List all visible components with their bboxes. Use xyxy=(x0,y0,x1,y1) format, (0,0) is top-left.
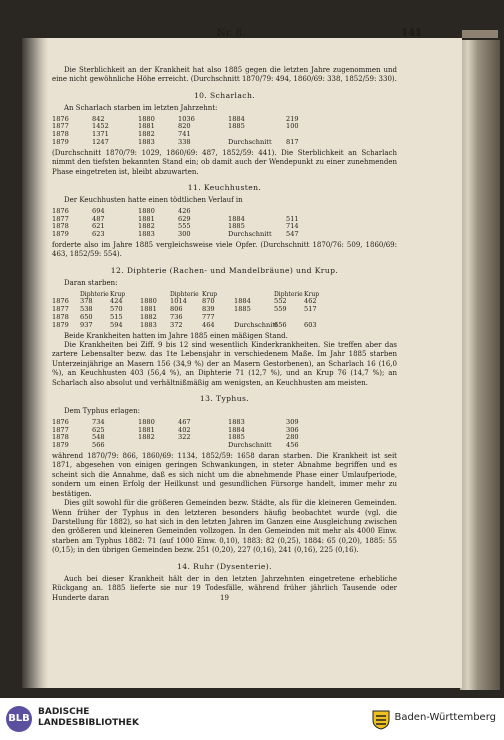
table-cell: 1881 xyxy=(138,122,155,131)
library-name[interactable] xyxy=(38,707,139,729)
table-cell: 741 xyxy=(178,130,191,139)
table-cell: 817 xyxy=(286,138,299,147)
table-cell: 623 xyxy=(92,230,105,239)
table-cell: 1882 xyxy=(138,222,155,231)
table-cell: 309 xyxy=(286,417,299,426)
table-cell: 736 xyxy=(170,313,183,322)
section-lead: Daran starben: xyxy=(64,279,118,288)
table-cell: 426 xyxy=(178,206,191,215)
table-cell: 548 xyxy=(92,433,105,442)
table-cell: 1876 xyxy=(52,417,69,426)
table-cell: 511 xyxy=(286,214,299,223)
table-header-cell: Krup xyxy=(304,290,320,298)
section-text: während 1870/79: 866, 1860/69: 1134, 1852/59: 1658 daran starben. Die Krankheit ist seit 1871, abgesehen von einigen geringen Schwankungen, in steter Abnahme begriffen und es scheint sich die Annahme, daß es sich nicht um die abnehmende Phase einer Umlaufperiode, sondern um einen Erfolg der Heilkunst und gesundlichen Fürsorge handelt, immer mehr zu bestätigen. xyxy=(52,452,397,498)
table-cell: 566 xyxy=(92,441,105,450)
table-header-row xyxy=(52,291,397,299)
section-lead: Der Keuchhusten hatte einen tödtlichen Verlauf in xyxy=(64,196,243,205)
table-cell: 219 xyxy=(286,114,299,123)
table-cell: 1877 xyxy=(52,122,69,131)
table-cell: 570 xyxy=(110,305,123,314)
table-cell: Durchschnitt xyxy=(228,441,272,450)
section-lead: Dem Typhus erlagen: xyxy=(64,407,140,416)
table-cell: 937 xyxy=(80,320,93,329)
section-title-typhus: 13. Typhus. xyxy=(199,394,250,404)
table-row xyxy=(52,139,397,147)
table-cell: 462 xyxy=(304,297,317,306)
table-header-cell: Krup xyxy=(110,290,126,298)
table-cell: 820 xyxy=(178,122,191,131)
table-cell: 1876 xyxy=(52,206,69,215)
table-cell: 1881 xyxy=(138,425,155,434)
table-cell: 1883 xyxy=(228,417,245,426)
table-cell: 1877 xyxy=(52,305,69,314)
table-cell: 100 xyxy=(286,122,299,131)
table-cell: 603 xyxy=(304,320,317,329)
table-cell: 456 xyxy=(286,441,299,450)
section-title-diphterie: 12. Diphterie (Rachen- und Mandelbräune) und Krup. xyxy=(110,265,339,275)
table-cell: 1371 xyxy=(92,130,109,139)
table-cell: 559 xyxy=(274,305,287,314)
table-row xyxy=(52,442,397,450)
table-cell: 1878 xyxy=(52,313,69,322)
table-cell: 1882 xyxy=(140,313,157,322)
table-cell: 1884 xyxy=(234,297,251,306)
table-row xyxy=(52,231,397,239)
table-row xyxy=(52,306,397,314)
table-cell: 1880 xyxy=(138,417,155,426)
table-cell: 1885 xyxy=(228,222,245,231)
table-cell: 1884 xyxy=(228,425,245,434)
table-header-cell: Krup xyxy=(202,290,218,298)
library-name-line1: BADISCHE xyxy=(38,707,90,717)
table-cell: 424 xyxy=(110,297,123,306)
footer-banner xyxy=(0,698,504,740)
table-cell: 402 xyxy=(178,425,191,434)
table-keuchhusten xyxy=(52,208,397,239)
table-cell: Durchschnitt xyxy=(234,320,278,329)
table-typhus xyxy=(52,419,397,450)
table-cell: 1878 xyxy=(52,433,69,442)
table-cell: 1885 xyxy=(228,433,245,442)
section-text: Beide Krankheiten hatten im Jahre 1885 einen mäßigen Stand. xyxy=(64,331,288,340)
table-header-cell: Diphterie xyxy=(274,290,303,298)
state-coat-of-arms-icon xyxy=(370,708,392,730)
table-cell: 487 xyxy=(92,214,105,223)
table-cell: 714 xyxy=(286,222,299,231)
table-cell: 300 xyxy=(178,230,191,239)
table-cell: 629 xyxy=(178,214,191,223)
table-cell: 694 xyxy=(92,206,105,215)
table-cell: 777 xyxy=(202,313,215,322)
intro-paragraph: Die Sterblichkeit an der Krankheit hat also 1885 gegen die letzten Jahre zugenommen und eine nicht gewöhnliche Höhe erreicht. (Durchschnitt 1870/79: 494, 1860/69: 338, 1852/59: 330). xyxy=(52,66,397,84)
table-cell: 656 xyxy=(274,320,287,329)
table-cell: 552 xyxy=(274,297,287,306)
table-cell: 515 xyxy=(110,313,123,322)
table-cell: 1877 xyxy=(52,214,69,223)
table-cell: 1014 xyxy=(170,297,187,306)
table-cell: 538 xyxy=(80,305,93,314)
section-title-ruhr: 14. Ruhr (Dysenterie). xyxy=(177,561,272,571)
table-cell: 1885 xyxy=(228,122,245,131)
table-diphterie xyxy=(52,291,397,330)
table-cell: Durchschnitt xyxy=(228,138,272,147)
section-text: forderte also im Jahre 1885 vergleichsweise viele Opfer. (Durchschnitt 1870/76: 509, 1860/69: 463, 1852/59: 554). xyxy=(52,241,397,259)
table-cell xyxy=(138,442,178,450)
page-gutter xyxy=(22,38,48,688)
table-cell: 734 xyxy=(92,417,105,426)
table-cell: 517 xyxy=(304,305,317,314)
table-cell: 280 xyxy=(286,433,299,442)
table-cell: 1878 xyxy=(52,130,69,139)
table-cell: 1876 xyxy=(52,297,69,306)
table-cell: 372 xyxy=(170,320,183,329)
table-cell: 1879 xyxy=(52,230,69,239)
table-cell: 1877 xyxy=(52,425,69,434)
page-number: 141 xyxy=(401,28,422,39)
table-row xyxy=(52,298,397,306)
table-cell: 1885 xyxy=(234,305,251,314)
section-text: Die Krankheiten bei Ziff. 9 bis 12 sind wesentlich Kinderkrankheiten. Sie treffen aber das zartere Lebensalter bezw. das 1te Lebensjahr in verschiedenem Maße. Im Jahr 1885 starben Unterzeinjährige an Masern 156 (34,9 %) der an Masern Gestorbenen), an Scharlach 16 (16,0 %), an Keuchhusten 403 (56,4 %), an Diphterie 71 (12,7 %), und an Krup 76 (14,7 %); an Scharlach also absolut und verhältnißmäßig am wenigsten, an Keuchhusten am meisten. xyxy=(52,341,397,387)
issue-number: Nr. 8. xyxy=(217,28,246,39)
table-cell: 621 xyxy=(92,222,105,231)
table-cell: 555 xyxy=(178,222,191,231)
table-cell: 306 xyxy=(286,425,299,434)
section-title-keuchhusten: 11. Keuchhusten. xyxy=(187,183,262,193)
table-cell: 1247 xyxy=(92,138,109,147)
table-cell: 842 xyxy=(92,114,105,123)
page-header xyxy=(52,28,432,42)
table-cell: 1881 xyxy=(140,305,157,314)
table-cell: 1883 xyxy=(138,138,155,147)
table-cell: 1881 xyxy=(138,214,155,223)
table-row xyxy=(52,314,397,322)
table-cell: 1879 xyxy=(52,320,69,329)
table-cell: 650 xyxy=(80,313,93,322)
state-name[interactable]: Baden-Württemberg xyxy=(394,712,496,723)
blb-logo-icon[interactable]: BLB xyxy=(6,706,32,732)
table-cell: 1883 xyxy=(140,320,157,329)
section-title-scharlach: 10. Scharlach. xyxy=(193,90,256,100)
table-cell: 1880 xyxy=(138,206,155,215)
table-cell: 1880 xyxy=(138,114,155,123)
table-cell: Durchschnitt xyxy=(228,230,272,239)
table-row xyxy=(52,322,397,330)
table-cell: 1878 xyxy=(52,222,69,231)
signature-mark: 19 xyxy=(220,594,229,602)
table-cell: 378 xyxy=(80,297,93,306)
table-cell: 1879 xyxy=(52,441,69,450)
book-spine-edge xyxy=(462,30,498,38)
table-cell: 1884 xyxy=(228,214,245,223)
table-header-cell: Diphterie xyxy=(170,290,199,298)
table-cell: 625 xyxy=(92,425,105,434)
table-cell: 1884 xyxy=(228,114,245,123)
table-cell: 1882 xyxy=(138,433,155,442)
table-cell: 322 xyxy=(178,433,191,442)
page-body xyxy=(52,66,397,603)
table-cell: 1876 xyxy=(52,114,69,123)
section-text: Auch bei dieser Krankheit hält der in den letzten Jahrzehnten eingetretene erhebliche Rückgang an. 1885 lieferte sie nur 19 Todesfälle, während früher jährlich Tausende oder Hunderte daran xyxy=(52,574,397,602)
table-scharlach xyxy=(52,116,397,147)
section-text: Dies gilt sowohl für die größeren Gemeinden bezw. Städte, als für die kleineren Gemeinden. Wenn früher der Typhus in den letzteren besonders häufig beobachtet wurde (vgl. die Darstellung für 1882), so hat sich in den letzten Jahren im Ganzen eine Ausgleichung zwischen den größeren und kleineren Gemeinden vollzogen. In den Gemeinden mit mehr als 4000 Einw. starben am Typhus 1882: 71 (auf 1000 Einw. 0,10), 1883: 82 (0,25), 1884: 65 (0,20), 1885: 55 (0,15); in den übrigen Gemeinden bezw. 251 (0,20), 227 (0,16), 241 (0,16), 225 (0,16). xyxy=(52,499,397,555)
section-text: (Durchschnitt 1870/79: 1029, 1860/69: 487, 1852/59: 441). Die Sterblichkeit an Scharlach nimmt den tiefsten bekannten Stand ein; ob damit auch der Wendepunkt zu einer zunehmenden Phase eingetreten ist, bleibt abzuwarten. xyxy=(52,148,397,176)
table-cell: 547 xyxy=(286,230,299,239)
table-cell xyxy=(178,442,228,450)
table-cell: 839 xyxy=(202,305,215,314)
table-cell: 1880 xyxy=(140,297,157,306)
table-cell: 1879 xyxy=(52,138,69,147)
table-header-cell: Diphterie xyxy=(80,290,109,298)
table-cell: 1036 xyxy=(178,114,195,123)
library-name-line2: LANDESBIBLIOTHEK xyxy=(38,718,139,728)
table-cell: 467 xyxy=(178,417,191,426)
table-cell: 870 xyxy=(202,297,215,306)
table-cell: 1452 xyxy=(92,122,109,131)
table-cell: 338 xyxy=(178,138,191,147)
table-cell: 1883 xyxy=(138,230,155,239)
table-cell: 464 xyxy=(202,320,215,329)
table-cell: 806 xyxy=(170,305,183,314)
table-cell: 594 xyxy=(110,320,123,329)
table-cell: 1882 xyxy=(138,130,155,139)
book-spine xyxy=(460,40,500,690)
section-lead: An Scharlach starben im letzten Jahrzehnt: xyxy=(64,104,218,113)
